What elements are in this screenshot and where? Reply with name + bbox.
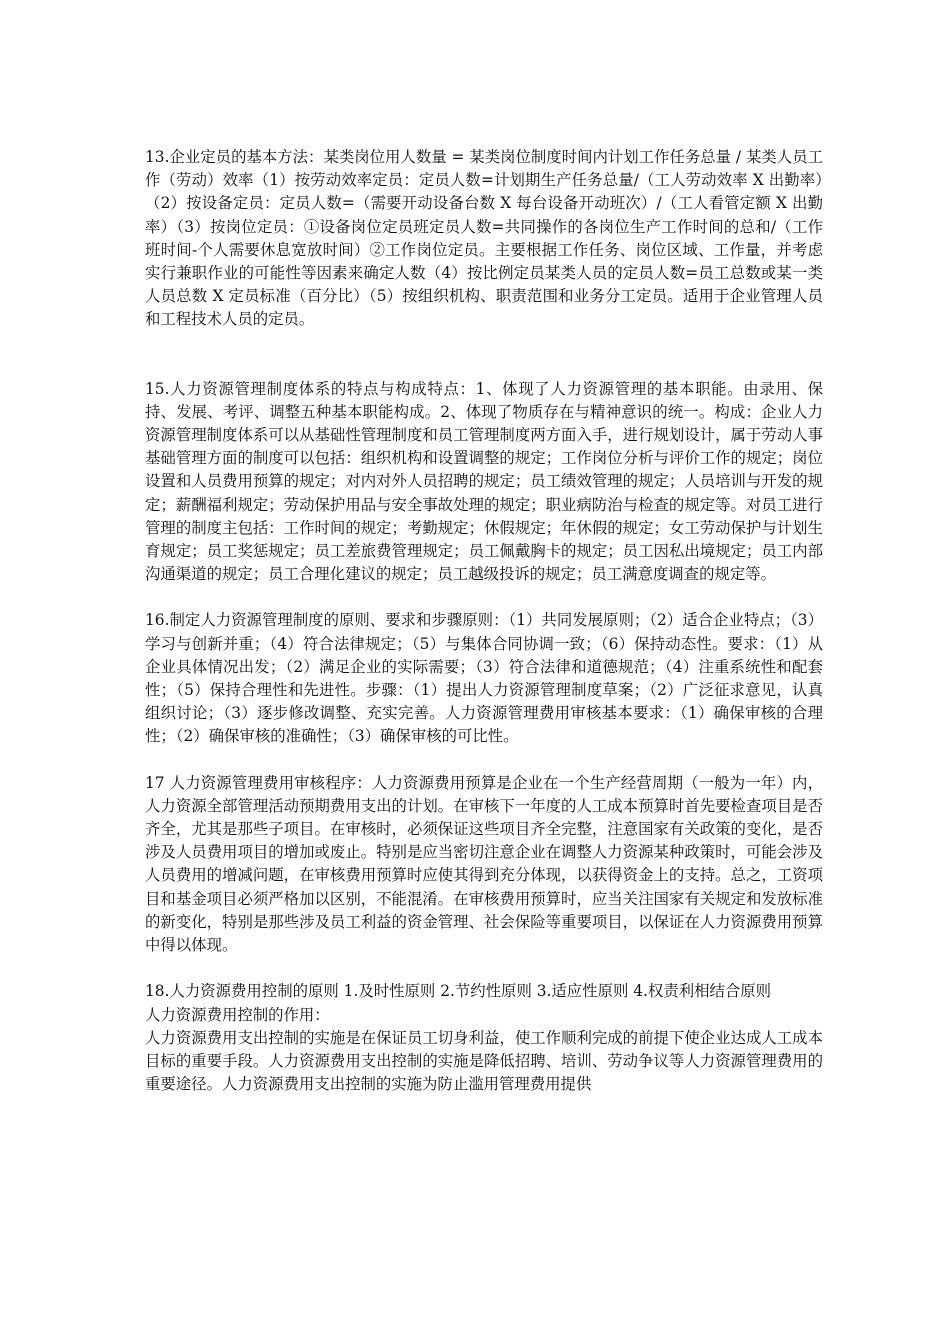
paragraph-17: 17 人力资源管理费用审核程序：人力资源费用预算是企业在一个生产经营周期（一般为一年）内，人力资源全部管理活动预期费用支出的计划。在审核下一年度的人工成本预算时首先要检查项目是否齐全，尤其是那些子项目。在审核时，必须保证这些项目齐全完整，注意国家有关政策的变化，是否涉及人员费用项目的增加或废止。特别是应当密切注意企业在调整人力资源某种政策时，可能会涉及人员费用的增减问题，在审核费用预算时应使其得到充分体现，以获得资金上的支持。总之，工资项目和基金项目必须严格加以区别，不能混淆。在审核费用预算时，应当关注国家有关规定和发放标准的新变化，特别是那些涉及员工利益的资金管理、社会保险等重要项目，以保证在人力资源费用预算中得以体现。 (145, 773, 823, 955)
paragraph-spacer (145, 586, 823, 609)
paragraph-spacer (145, 749, 823, 772)
document-body (145, 146, 823, 1096)
paragraph-18-body: 人力资源费用支出控制的实施是在保证员工切身利益，使工作顺利完成的前提下使企业达成人工成本目标的重要手段。人力资源费用支出控制的实施是降低招聘、培训、劳动争议等人力资源管理费用的重要途径。人力资源费用支出控制的实施为防止滥用管理费用提供 (145, 1028, 823, 1094)
paragraph-18-principles: 18.人力资源费用控制的原则 1.及时性原则 2.节约性原则 3.适应性原则 4.权责利相结合原则 (145, 982, 772, 1001)
paragraph-spacer (145, 332, 823, 378)
paragraph-13: 13.企业定员的基本方法：某类岗位用人数量 = 某类岗位制度时间内计划工作任务总量 / 某类人员工作（劳动）效率（1）按劳动效率定员：定员人数=计划期生产任务总量/（工人劳动效率 X 出勤率）（2）按设备定员：定员人数=（需要开动设备台数 X 每台设备开动班次）/（工人看管定额 X 出勤率）（3）按岗位定员：①设备岗位定员班定员人数=共同操作的各岗位生产工作时间的总和/（工作班时间-个人需要休息宽放时间）②工作岗位定员。主要根据工作任务、岗位区域、工作量，并考虑实行兼职作业的可能性等因素来确定人数（4）按比例定员某类人员的定员人数=员工总数或某一类人员总数 X 定员标准（百分比）（5）按组织机构、职责范围和业务分工定员。适用于企业管理人员和工程技术人员的定员。 (145, 148, 823, 329)
paragraph-spacer (145, 957, 823, 980)
paragraph-16: 16.制定人力资源管理制度的原则、要求和步骤原则：（1）共同发展原则；（2）适合企业特点；（3）学习与创新并重；（4）符合法律规定；（5）与集体合同协调一致；（6）保持动态性。要求：（1）从企业具体情况出发；（2）满足企业的实际需要；（3）符合法律和道德规范；（4）注重系统性和配套性；（5）保持合理性和先进性。步骤：（1）提出人力资源管理制度草案；（2）广泛征求意见，认真组织讨论；（3）逐步修改调整、充实完善。人力资源管理费用审核基本要求：（1）确保审核的合理性；（2）确保审核的准确性；（3）确保审核的可比性。 (145, 611, 823, 746)
paragraph-18-heading: 人力资源费用控制的作用： (145, 1005, 330, 1024)
paragraph-15: 15.人力资源管理制度体系的特点与构成特点：1、体现了人力资源管理的基本职能。由录用、保持、发展、考评、调整五种基本职能构成。2、体现了物质存在与精神意识的统一。构成：企业人力资源管理制度体系可以从基础性管理制度和员工管理制度两方面入手，进行规划设计，属于劳动人事基础管理方面的制度可以包括：组织机构和设置调整的规定；工作岗位分析与评价工作的规定；岗位设置和人员费用预算的规定；对内对外人员招聘的规定；员工绩效管理的规定；人员培训与开发的规定；薪酬福利规定；劳动保护用品与安全事故处理的规定；职业病防治与检查的规定等。对员工进行管理的制度主包括：工作时间的规定；考勤规定；休假规定；年休假的规定；女工劳动保护与计划生育规定；员工奖惩规定；员工差旅费管理规定；员工佩戴胸卡的规定；员工因私出境规定；员工内部沟通渠道的规定；员工合理化建议的规定；员工越级投诉的规定；员工满意度调查的规定等。 (145, 379, 823, 584)
